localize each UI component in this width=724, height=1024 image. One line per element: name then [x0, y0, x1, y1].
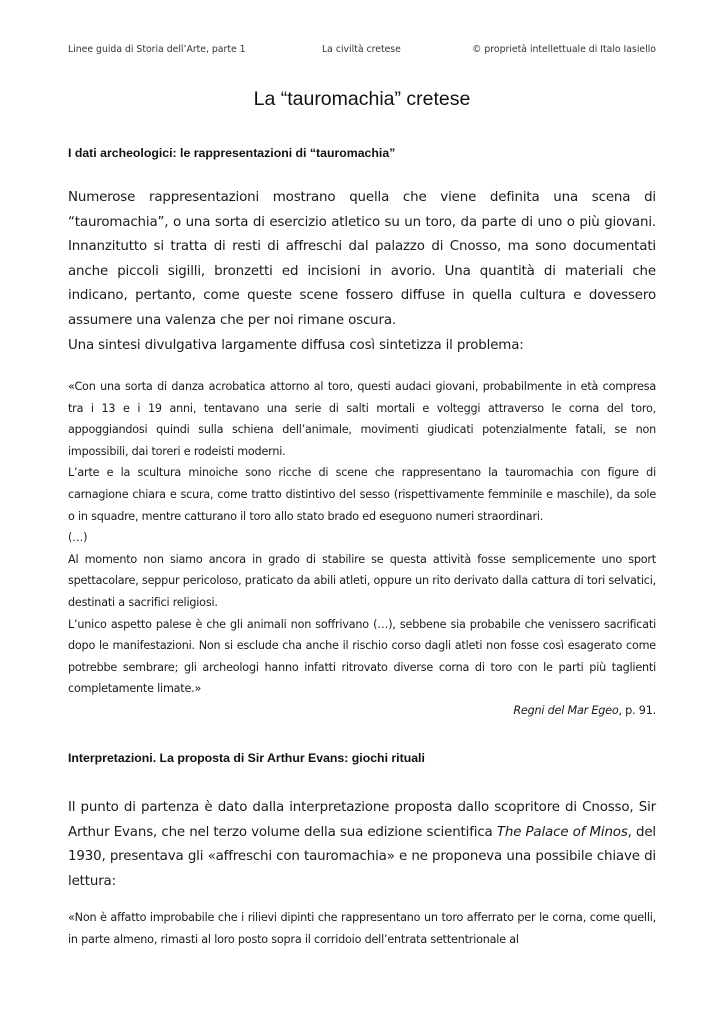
quote-paragraph: «Non è affatto improbabile che i rilievi dipinti che rappresentano un toro afferrato per le corna, come quelli, in parte almeno, rimasti al loro posto sopra il corridoio dell’entrata settentrionale al — [68, 911, 656, 946]
quote-paragraph: «Con una sorta di danza acrobatica attorno al toro, questi audaci giovani, probabilmente in età compresa tra i 13 e i 19 anni, tentavano una serie di salti mortali e volteggi attraverso le corna del toro, appoggiandosi quindi sulla schiena dell’animale, movimenti giudicati potenzialmente fatali, se non impossibili, dai toreri e rodeisti moderni. — [68, 380, 656, 458]
header-copyright: © proprietà intellettuale di Italo Iasiello — [472, 44, 656, 55]
section2-body — [68, 796, 656, 894]
page-title: La “tauromachia” cretese — [253, 88, 471, 110]
citation-page: , p. 91. — [618, 703, 656, 717]
section2-text-part2: , del 1930, presentava gli «affreschi con tauromachia» e ne proponeva una possibile chiave di lettura: — [68, 824, 656, 889]
block-quote-regni — [68, 376, 656, 722]
section1-body — [68, 186, 656, 358]
block-quote-evans — [68, 907, 656, 950]
quote-ellipsis: (…) — [68, 531, 88, 545]
section2-text-part1: Il punto di partenza è dato dalla interpretazione proposta dallo scopritore di Cnosso, Sir Arthur Evans, che nel terzo volume della sua edizione scientifica — [68, 800, 656, 840]
book-title-palace-of-minos: The Palace of Minos — [496, 824, 628, 840]
quote-paragraph: L’arte e la scultura minoiche sono ricche di scene che rappresentano la tauromachia con figure di carnagione chiara e scura, come tratto distintivo del sesso (rispettivamente femminile e maschile), da sole o in squadre, mentre catturano il toro allo stato brado ed eseguono numeri straordinari. — [68, 466, 656, 523]
header-course-title: Linee guida di Storia dell’Arte, parte 1 — [68, 44, 246, 55]
header-chapter-title: La civiltà cretese — [322, 44, 401, 55]
section-heading-interpretations: Interpretazioni. La proposta di Sir Arthur Evans: giochi rituali — [68, 751, 425, 765]
quote-citation — [68, 700, 656, 722]
section-heading-archeological-data: I dati archeologici: le rappresentazioni di “tauromachia” — [68, 146, 396, 160]
section1-paragraph-intro-quote: Una sintesi divulgativa largamente diffusa così sintetizza il problema: — [68, 337, 524, 353]
section1-paragraph: Numerose rappresentazioni mostrano quella che viene definita una scena di “tauromachia”, o una sorta di esercizio atletico su un toro, da parte di uno o più giovani. Innanzitutto si tratta di resti di affreschi dal palazzo di Cnosso, ma sono documentati anche piccoli sigilli, bronzetti ed incisioni in avorio. Una quantità di materiali che indicano, pertanto, come queste scene fossero diffuse in quella cultura e dovessero assumere una valenza che per noi rimane oscura. — [68, 190, 656, 328]
citation-title: Regni del Mar Egeo — [513, 703, 619, 717]
running-header — [68, 44, 656, 58]
quote-paragraph: Al momento non siamo ancora in grado di stabilire se questa attività fosse semplicemente uno sport spettacolare, seppur pericoloso, praticato da abili atleti, oppure un rito derivato dalla cattura di tori selvatici, destinati a sacrifici religiosi. — [68, 552, 656, 609]
section2-paragraph — [68, 796, 656, 894]
quote-paragraph: L’unico aspetto palese è che gli animali non soffrivano (…), sebbene sia probabile che venissero sacrificati dopo le manifestazioni. Non si esclude cha anche il rischio corso dagli atleti non fosse così esagerato come potrebbe sembrare; gli archeologi hanno infatti ritrovato diverse corna di toro con le parti più taglienti completamente limate.» — [68, 617, 656, 696]
